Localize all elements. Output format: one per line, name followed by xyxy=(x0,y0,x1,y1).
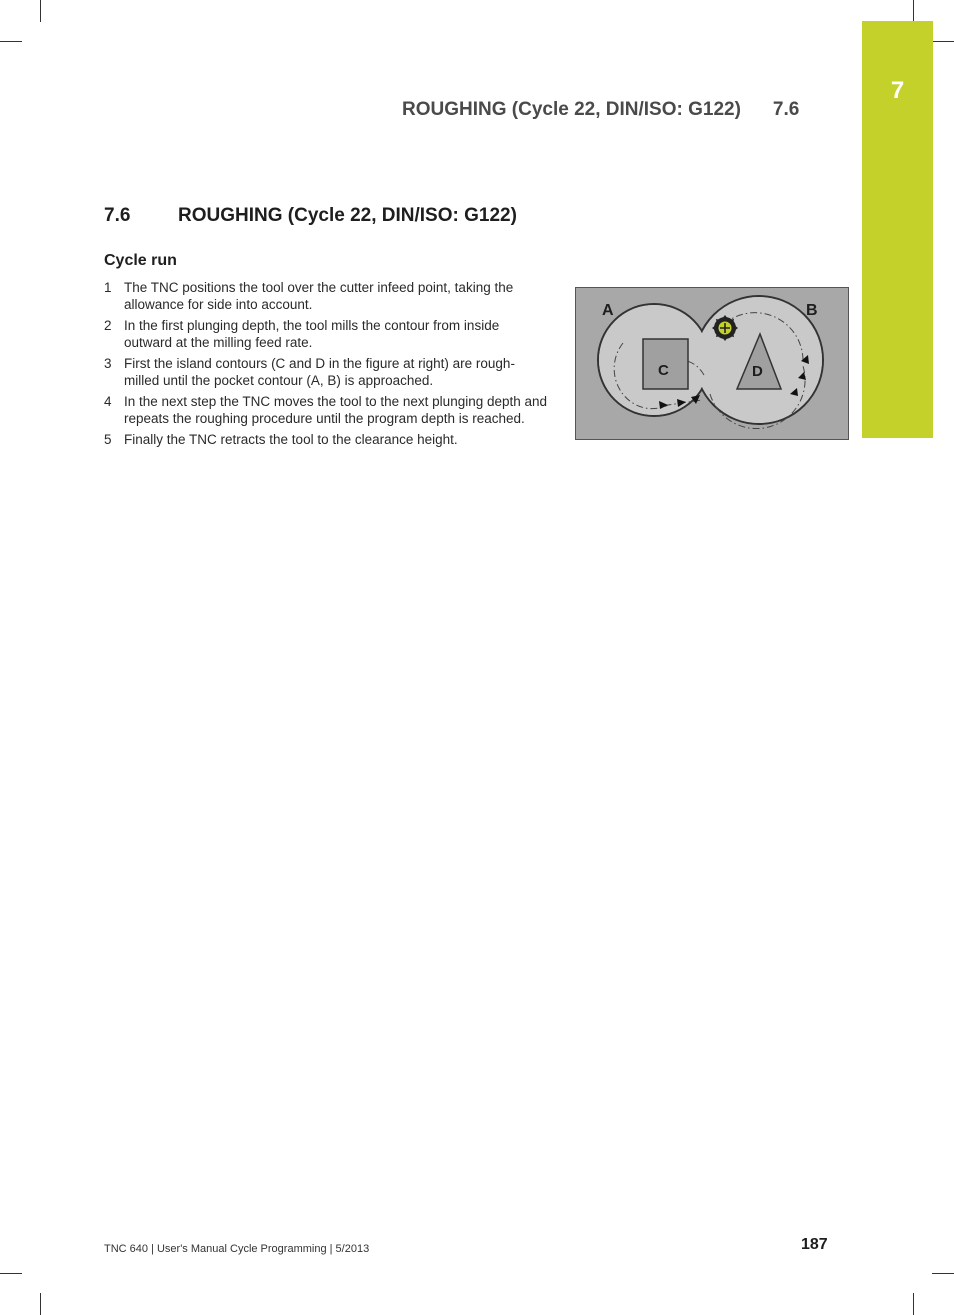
chapter-tab xyxy=(862,21,933,438)
crop-mark xyxy=(40,0,41,22)
running-header-title: ROUGHING (Cycle 22, DIN/ISO: G122) xyxy=(402,99,741,120)
crop-mark xyxy=(0,1273,22,1274)
step-number: 1 xyxy=(104,280,112,295)
figure-drawing xyxy=(576,288,847,438)
list-item xyxy=(104,393,549,427)
subheading: Cycle run xyxy=(104,252,177,269)
step-number: 4 xyxy=(104,394,112,409)
list-item xyxy=(104,279,549,313)
running-header xyxy=(402,99,799,121)
roughing-figure xyxy=(575,287,849,440)
crop-mark xyxy=(932,1273,954,1274)
crop-mark xyxy=(913,0,914,22)
section-title xyxy=(104,205,517,227)
step-text: In the first plunging depth, the tool mills the contour from inside outward at the milling feed rate. xyxy=(124,318,500,350)
section-number: 7.6 xyxy=(104,205,131,226)
step-text: The TNC positions the tool over the cutter infeed point, taking the allowance for side into account. xyxy=(124,280,514,312)
section-title-text: ROUGHING (Cycle 22, DIN/ISO: G122) xyxy=(178,205,517,226)
label-a: A xyxy=(602,302,614,319)
list-item xyxy=(104,355,549,389)
crop-mark xyxy=(0,41,22,42)
step-number: 3 xyxy=(104,356,112,371)
step-text: In the next step the TNC moves the tool to the next plunging depth and repeats the roughing procedure until the program depth is reached. xyxy=(124,394,548,426)
step-number: 5 xyxy=(104,432,112,447)
step-text: First the island contours (C and D in the figure at right) are rough-milled until the pocket contour (A, B) is approached. xyxy=(124,356,515,388)
label-c: C xyxy=(658,362,669,379)
label-b: B xyxy=(806,302,818,319)
step-list xyxy=(104,279,549,452)
chapter-number: 7 xyxy=(890,77,905,104)
label-d: D xyxy=(752,363,763,380)
crop-mark xyxy=(913,1293,914,1315)
list-item xyxy=(104,431,549,448)
page-number: 187 xyxy=(801,1236,828,1253)
step-text: Finally the TNC retracts the tool to the clearance height. xyxy=(124,432,458,447)
crop-mark xyxy=(932,41,954,42)
running-header-section: 7.6 xyxy=(772,99,800,120)
step-number: 2 xyxy=(104,318,112,333)
list-item xyxy=(104,317,549,351)
footer-text: TNC 640 | User's Manual Cycle Programming | 5/2013 xyxy=(104,1243,370,1255)
crop-mark xyxy=(40,1293,41,1315)
pocket-contour xyxy=(598,296,823,424)
